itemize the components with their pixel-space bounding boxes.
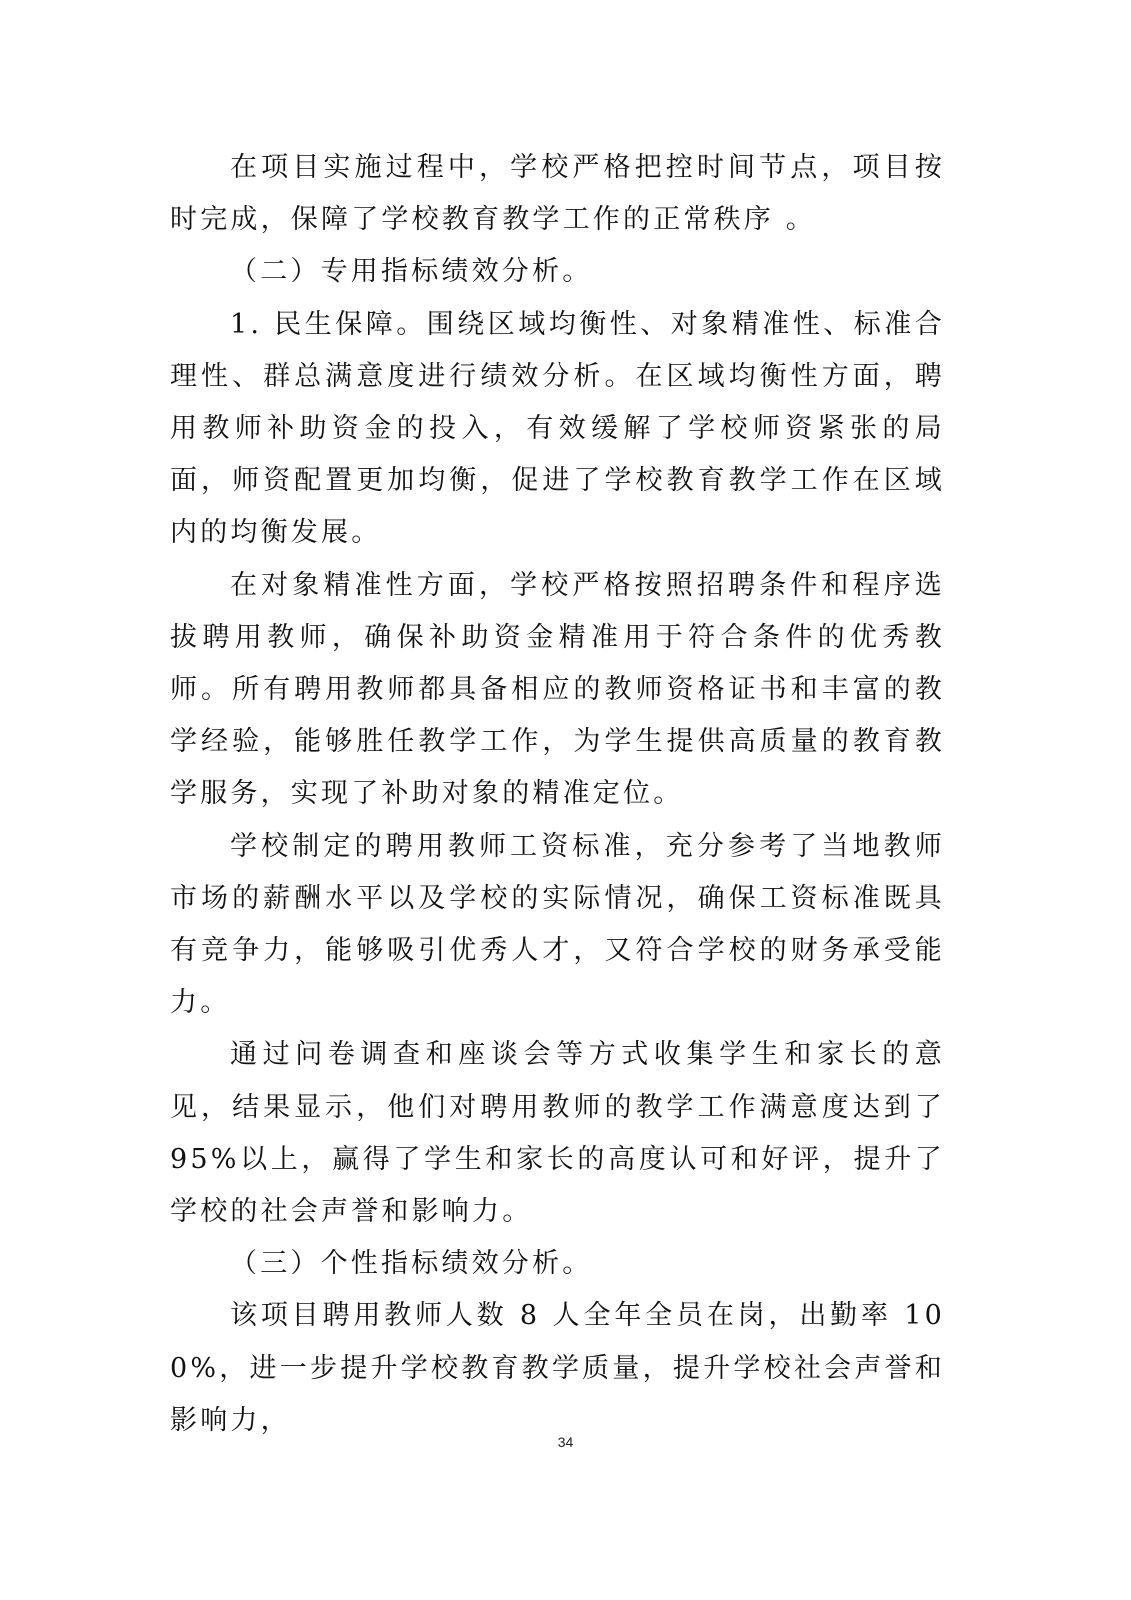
page-number: 34 [557, 1434, 574, 1450]
paragraph-salary-standard: 学校制定的聘用教师工资标准，充分参考了当地教师市场的薪酬水平以及学校的实际情况，确保工资标准既具有竞争力，能够吸引优秀人才，又符合学校的财务承受能力。 [170, 830, 945, 1019]
section-heading-personal-indicators: （三）个性指标绩效分析。 [230, 1248, 593, 1280]
paragraph-schedule: 在项目实施过程中，学校严格把控时间节点，项目按时完成，保障了学校教育教学工作的正常秩序 。 [170, 152, 945, 236]
paragraph-target-precision: 在对象精准性方面，学校严格按照招聘条件和程序选拔聘用教师，确保补助资金精准用于符合条件的优秀教师。所有聘用教师都具备相应的教师资格证书和丰富的教学经验，能够胜任教学工作，为学生提供高质量的教育教学服务，实现了补助对象的精准定位。 [170, 569, 945, 810]
paragraph-attendance: 该项目聘用教师人数 8 人全年全员在岗，出勤率 100%，进一步提升学校教育教学质量，提升学校社会声誉和影响力， [170, 1300, 945, 1436]
body-text [170, 142, 945, 1447]
paragraph-livelihood: 1. 民生保障。围绕区域均衡性、对象精准性、标准合理性、群总满意度进行绩效分析。在区域均衡性方面，聘用教师补助资金的投入，有效缓解了学校师资紧张的局面，师资配置更加均衡，促进了学校教育教学工作在区域内的均衡发展。 [170, 308, 945, 549]
paragraph-satisfaction: 通过问卷调查和座谈会等方式收集学生和家长的意见，结果显示，他们对聘用教师的教学工作满意度达到了 95%以上，赢得了学生和家长的高度认可和好评，提升了学校的社会声誉和影响力。 [170, 1039, 945, 1228]
section-heading-special-indicators: （二）专用指标绩效分析。 [230, 256, 593, 288]
